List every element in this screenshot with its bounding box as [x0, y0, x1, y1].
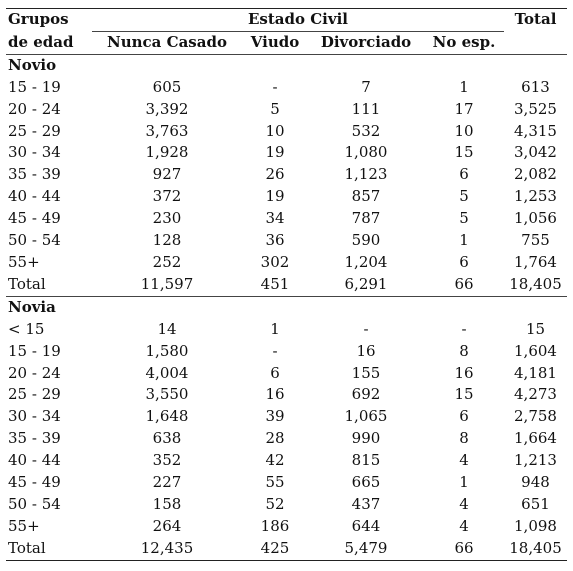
table-row [6, 319, 567, 341]
never-married-cell: 14 [157, 319, 177, 338]
unspecified-cell: 10 [454, 121, 474, 140]
table-row [6, 77, 567, 99]
divorced-cell: 5,479 [344, 538, 388, 557]
table-row [6, 186, 567, 208]
divorced-cell: 990 [351, 429, 381, 448]
table-header [6, 9, 567, 55]
unspecified-cell: 8 [459, 341, 469, 360]
age-group-cell: 30 - 34 [8, 407, 61, 426]
header-civil-status: Estado Civil [92, 9, 504, 32]
never-married-cell: 4,004 [145, 363, 189, 382]
table-row [6, 472, 567, 494]
widowed-cell: 186 [260, 516, 290, 535]
total-cell: 3,042 [514, 143, 557, 162]
age-group-cell: 25 - 29 [8, 385, 61, 404]
total-cell: 1,253 [514, 187, 557, 206]
age-group-cell: 25 - 29 [8, 121, 61, 140]
never-married-cell: 3,392 [145, 99, 189, 118]
widowed-cell: 28 [265, 429, 285, 448]
total-cell: 1,213 [514, 451, 557, 470]
table-row [6, 274, 567, 296]
table-row [6, 428, 567, 450]
never-married-cell: 605 [152, 77, 182, 96]
divorced-cell: 1,065 [344, 407, 388, 426]
header-unspecified: No esp. [432, 32, 496, 51]
total-cell: 1,098 [514, 516, 557, 535]
divorced-cell: 7 [361, 77, 371, 96]
marital-status-table [6, 8, 567, 561]
age-group-cell: Total [8, 274, 46, 293]
section-title: Novia [8, 297, 56, 316]
unspecified-cell: 6 [459, 407, 469, 426]
never-married-cell: 227 [152, 473, 182, 492]
widowed-cell: 1 [270, 319, 280, 338]
age-group-cell: 55+ [8, 252, 40, 271]
header-total: Total [514, 10, 557, 29]
total-cell: 15 [525, 319, 546, 338]
widowed-cell: 55 [265, 473, 285, 492]
table-row [6, 230, 567, 252]
never-married-cell: 3,763 [145, 121, 189, 140]
divorced-cell: 644 [351, 516, 381, 535]
widowed-cell: 10 [265, 121, 285, 140]
table-row [6, 363, 567, 385]
divorced-cell: 1,204 [344, 252, 388, 271]
header-widowed: Viudo [250, 32, 300, 51]
unspecified-cell: 6 [459, 252, 469, 271]
table-body [6, 54, 567, 560]
total-cell: 948 [521, 473, 550, 492]
total-cell: 1,764 [514, 252, 557, 271]
total-cell: 3,525 [514, 99, 557, 118]
widowed-cell: - [272, 77, 278, 96]
never-married-cell: 11,597 [140, 274, 194, 293]
age-group-cell: 35 - 39 [8, 165, 61, 184]
unspecified-cell: 5 [459, 187, 469, 206]
widowed-cell: 302 [260, 252, 290, 271]
widowed-cell: 425 [260, 538, 290, 557]
table-row [6, 538, 567, 560]
never-married-cell: 264 [152, 516, 182, 535]
header-divorced: Divorciado [320, 32, 412, 51]
never-married-cell: 12,435 [140, 538, 194, 557]
table-row [6, 406, 567, 428]
widowed-cell: 16 [265, 385, 285, 404]
never-married-cell: 638 [152, 429, 182, 448]
header-total-blank [504, 31, 567, 54]
unspecified-cell: 4 [459, 516, 469, 535]
total-cell: 4,181 [514, 363, 557, 382]
age-group-cell: < 15 [8, 319, 45, 338]
unspecified-cell: 5 [459, 209, 469, 228]
table-row [6, 516, 567, 538]
unspecified-cell: 1 [459, 231, 469, 250]
table-row [6, 252, 567, 274]
widowed-cell: 6 [270, 363, 280, 382]
total-cell: 651 [521, 494, 550, 513]
widowed-cell: 36 [265, 231, 285, 250]
unspecified-cell: 16 [454, 363, 474, 382]
table-row [6, 450, 567, 472]
divorced-cell: 155 [351, 363, 381, 382]
widowed-cell: 52 [265, 494, 285, 513]
widowed-cell: 19 [265, 143, 285, 162]
header-never-married: Nunca Casado [107, 32, 227, 51]
section-header-row [6, 54, 567, 76]
divorced-cell: 16 [356, 341, 376, 360]
total-cell: 2,082 [514, 165, 557, 184]
widowed-cell: 451 [260, 274, 290, 293]
widowed-cell: 39 [265, 407, 285, 426]
widowed-cell: 42 [265, 451, 285, 470]
unspecified-cell: 1 [459, 473, 469, 492]
total-cell: 18,405 [509, 538, 562, 557]
unspecified-cell: - [461, 319, 467, 338]
table-row [6, 494, 567, 516]
divorced-cell: 665 [351, 473, 381, 492]
never-married-cell: 1,580 [145, 341, 189, 360]
age-group-cell: 30 - 34 [8, 143, 61, 162]
age-group-cell: 45 - 49 [8, 473, 61, 492]
widowed-cell: 19 [265, 187, 285, 206]
header-age-group-line2: de edad [8, 32, 74, 51]
age-group-cell: 50 - 54 [8, 494, 61, 513]
never-married-cell: 230 [152, 209, 182, 228]
widowed-cell: - [272, 341, 278, 360]
total-cell: 1,056 [514, 209, 557, 228]
age-group-cell: Total [8, 538, 46, 557]
unspecified-cell: 15 [454, 143, 474, 162]
divorced-cell: 532 [351, 121, 381, 140]
total-cell: 755 [521, 231, 550, 250]
divorced-cell: 815 [351, 451, 381, 470]
section-header-row [6, 296, 567, 318]
total-cell: 18,405 [509, 274, 562, 293]
age-group-cell: 40 - 44 [8, 187, 61, 206]
divorced-cell: - [363, 319, 369, 338]
table-row [6, 384, 567, 406]
table-row [6, 142, 567, 164]
widowed-cell: 26 [265, 165, 285, 184]
total-cell: 613 [521, 77, 550, 96]
never-married-cell: 352 [152, 451, 182, 470]
never-married-cell: 927 [152, 165, 182, 184]
table-row [6, 164, 567, 186]
unspecified-cell: 66 [454, 538, 474, 557]
never-married-cell: 128 [152, 231, 182, 250]
age-group-cell: 15 - 19 [8, 341, 61, 360]
widowed-cell: 34 [265, 209, 285, 228]
unspecified-cell: 4 [459, 451, 469, 470]
total-cell: 1,664 [514, 429, 557, 448]
total-cell: 4,315 [514, 121, 557, 140]
never-married-cell: 1,928 [145, 143, 189, 162]
unspecified-cell: 15 [454, 385, 474, 404]
age-group-cell: 45 - 49 [8, 209, 61, 228]
widowed-cell: 5 [270, 99, 280, 118]
divorced-cell: 6,291 [344, 274, 388, 293]
table-row [6, 341, 567, 363]
age-group-cell: 55+ [8, 516, 40, 535]
header-age-group-line1: Grupos [8, 10, 69, 29]
divorced-cell: 437 [351, 494, 381, 513]
divorced-cell: 111 [351, 99, 381, 118]
never-married-cell: 158 [152, 494, 182, 513]
divorced-cell: 1,123 [344, 165, 388, 184]
unspecified-cell: 8 [459, 429, 469, 448]
divorced-cell: 857 [351, 187, 381, 206]
never-married-cell: 3,550 [145, 385, 189, 404]
total-cell: 2,758 [514, 407, 557, 426]
age-group-cell: 50 - 54 [8, 231, 61, 250]
age-group-cell: 15 - 19 [8, 77, 61, 96]
table-row [6, 99, 567, 121]
never-married-cell: 1,648 [145, 407, 189, 426]
section-title: Novio [8, 55, 57, 74]
age-group-cell: 40 - 44 [8, 451, 61, 470]
unspecified-cell: 6 [459, 165, 469, 184]
total-cell: 4,273 [514, 385, 557, 404]
unspecified-cell: 1 [459, 77, 469, 96]
unspecified-cell: 66 [454, 274, 474, 293]
age-group-cell: 20 - 24 [8, 363, 61, 382]
age-group-cell: 35 - 39 [8, 429, 61, 448]
table-row [6, 121, 567, 143]
table-row [6, 208, 567, 230]
divorced-cell: 787 [351, 209, 381, 228]
table-container [6, 8, 567, 561]
divorced-cell: 590 [351, 231, 381, 250]
never-married-cell: 372 [152, 187, 182, 206]
unspecified-cell: 17 [454, 99, 474, 118]
total-cell: 1,604 [514, 341, 557, 360]
divorced-cell: 692 [351, 385, 381, 404]
age-group-cell: 20 - 24 [8, 99, 61, 118]
unspecified-cell: 4 [459, 494, 469, 513]
never-married-cell: 252 [152, 252, 182, 271]
divorced-cell: 1,080 [344, 143, 388, 162]
